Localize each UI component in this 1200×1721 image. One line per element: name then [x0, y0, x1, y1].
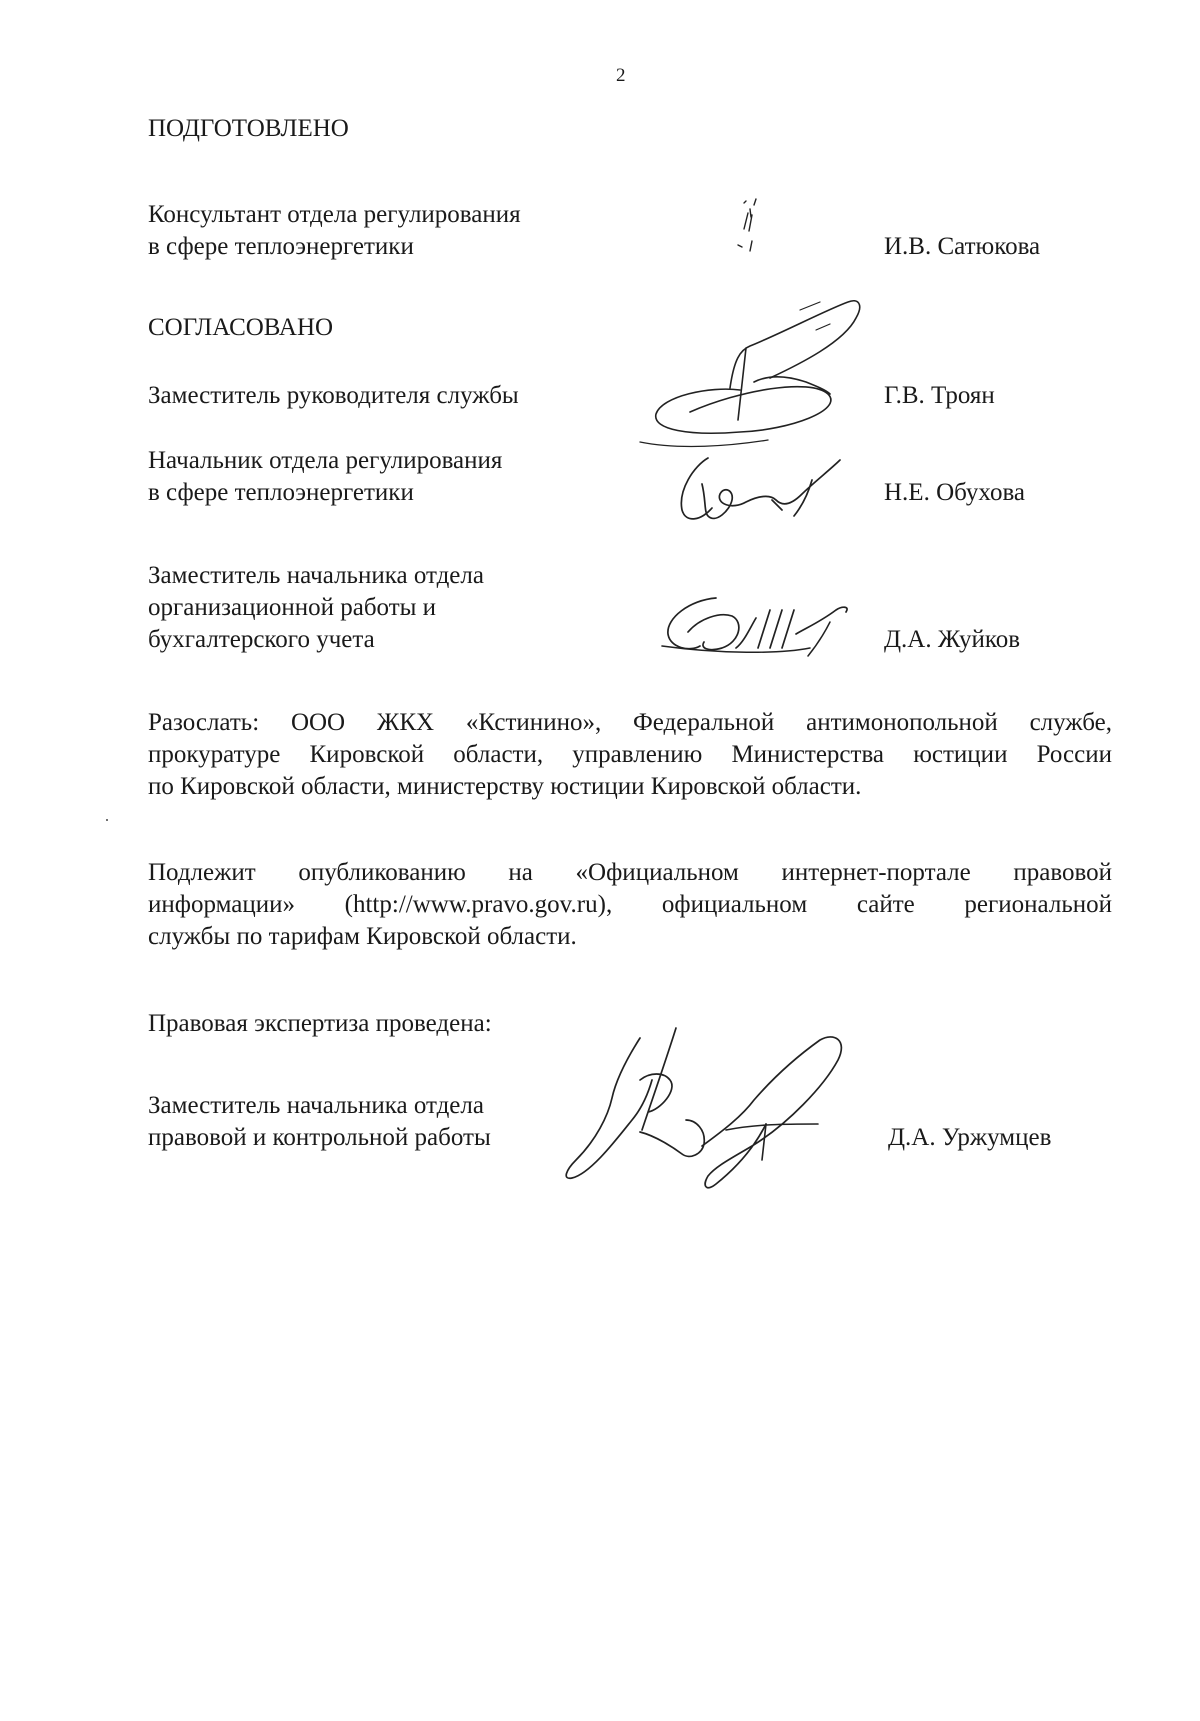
distribution-line-1: Разослать: ООО ЖКХ «Кстинино», Федеральной антимонопольной службе,	[148, 709, 1112, 736]
legal-review-heading: Правовая экспертиза проведена:	[148, 1010, 492, 1037]
agreed-signer-3-position-line-3: бухгалтерского учета	[148, 626, 375, 653]
publication-line-1: Подлежит опубликованию на «Официальном интернет-портале правовой	[148, 859, 1112, 886]
prepared-position-line-1: Консультант отдела регулирования	[148, 201, 521, 228]
legal-review-position-line-2: правовой и контрольной работы	[148, 1124, 491, 1151]
prepared-position-line-2: в сфере теплоэнергетики	[148, 233, 414, 260]
agreed-signer-3-name: Д.А. Жуйков	[884, 626, 1021, 653]
scan-speck	[106, 819, 108, 821]
signature-urzhumtsev	[556, 1020, 896, 1190]
agreed-signer-1-position-line-1: Заместитель руководителя службы	[148, 382, 519, 409]
agreed-signer-2-position-line-2: в сфере теплоэнергетики	[148, 479, 414, 506]
agreed-signer-3-position-line-1: Заместитель начальника отдела	[148, 562, 484, 589]
prepared-heading: ПОДГОТОВЛЕНО	[148, 115, 349, 142]
agreed-signer-2-name: Н.Е. Обухова	[884, 479, 1026, 506]
distribution-paragraph	[148, 707, 1112, 803]
publication-line-3: службы по тарифам Кировской области.	[148, 923, 577, 950]
agreed-signer-1-name: Г.В. Троян	[884, 382, 995, 409]
agreed-signer-3-position-line-2: организационной работы и	[148, 594, 437, 621]
prepared-name: И.В. Сатюкова	[884, 233, 1041, 260]
agreed-heading: СОГЛАСОВАНО	[148, 314, 334, 341]
agreed-signer-2-position-line-1: Начальник отдела регулирования	[148, 447, 503, 474]
signature-zhuykov	[660, 588, 860, 664]
publication-paragraph	[148, 857, 1112, 953]
signature-obukhova	[672, 450, 852, 530]
legal-review-position-line-1: Заместитель начальника отдела	[148, 1092, 484, 1119]
signature-satyukova	[730, 195, 770, 257]
publication-line-2: информации» (http://www.pravo.gov.ru), официальном сайте региональной	[148, 891, 1112, 918]
legal-review-name: Д.А. Уржумцев	[888, 1124, 1052, 1151]
page-number: 2	[616, 65, 626, 86]
distribution-line-2: прокуратуре Кировской области, управлению Министерства юстиции России	[148, 741, 1112, 768]
signature-troyan	[630, 290, 870, 460]
distribution-line-3: по Кировской области, министерству юстиции Кировской области.	[148, 773, 862, 800]
